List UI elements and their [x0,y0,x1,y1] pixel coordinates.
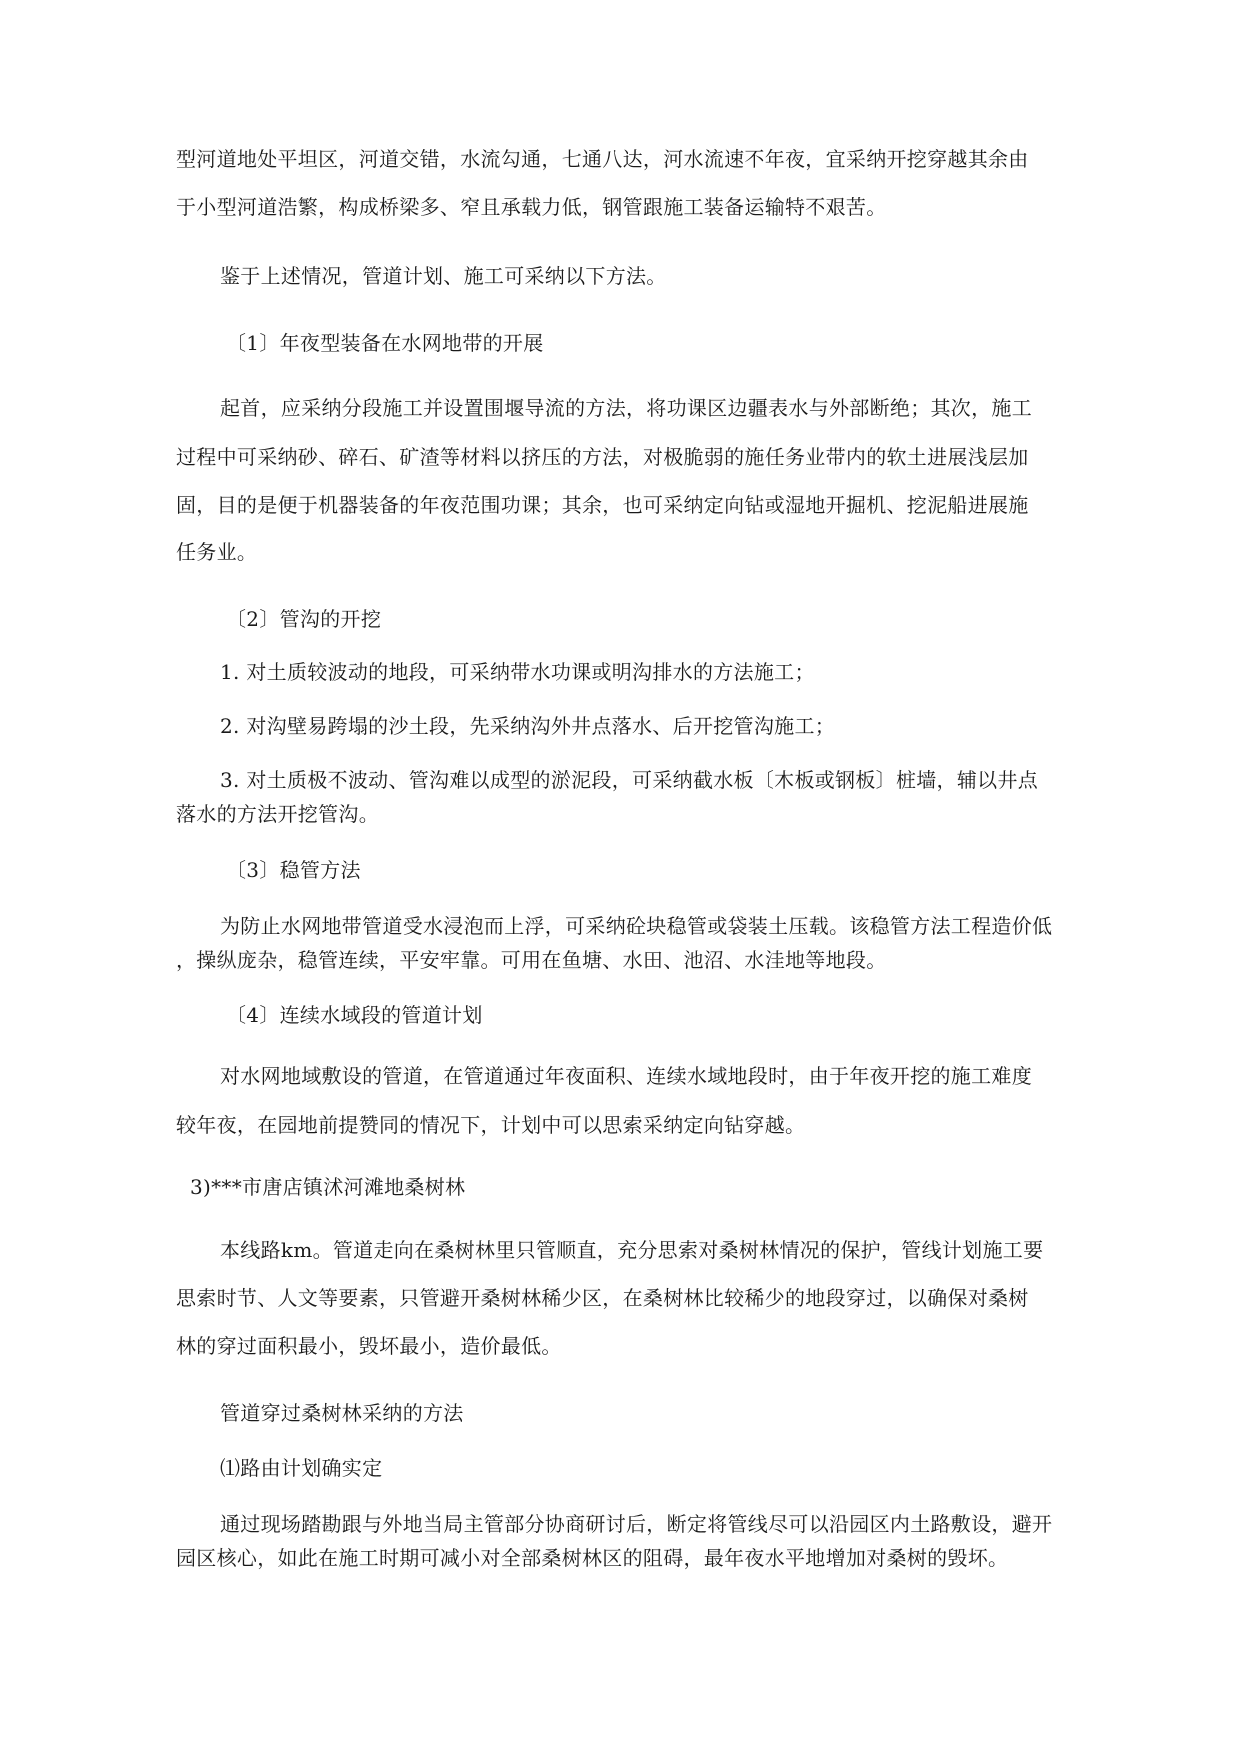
section-heading: 〔3〕稳管方法 [226,858,361,882]
paragraph-line: 管道穿过桑树林采纳的方法 [220,1401,464,1425]
paragraph-line: 较年夜，在园地前提赞同的情况下，计划中可以思索采纳定向钻穿越。 [176,1113,806,1137]
paragraph-line: 为防止水网地带管道受水浸泡而上浮，可采纳砼块稳管或袋装土压载。该稳管方法工程造价低 [220,914,1053,938]
subsection-heading: 3)***市唐店镇沭河滩地桑树林 [190,1175,466,1199]
paragraph-line: 本线路km。管道走向在桑树林里只管顺直，充分思索对桑树林情况的保护，管线计划施工要 [220,1238,1044,1262]
section-heading: 〔4〕连续水域段的管道计划 [226,1003,483,1027]
section-heading: 〔2〕管沟的开挖 [226,607,382,631]
section-heading: ⑴路由计划确实定 [220,1456,383,1480]
section-heading: 〔1〕年夜型装备在水网地带的开展 [226,331,544,355]
paragraph-line: 林的穿过面积最小，毁坏最小，造价最低。 [176,1334,562,1358]
list-item: 1. 对土质较波动的地段，可采纳带水功课或明沟排水的方法施工； [220,660,815,684]
paragraph-line: 过程中可采纳砂、碎石、矿渣等材料以挤压的方法，对极脆弱的施任务业带内的软土进展浅层加 [176,445,1029,469]
list-item-continuation: 落水的方法开挖管沟。 [176,802,379,826]
paragraph-line: 起首，应采纳分段施工并设置围堰导流的方法，将功课区边疆表水与外部断绝；其次，施工 [220,396,1032,420]
list-item: 3. 对土质极不波动、管沟难以成型的淤泥段，可采纳截水板〔木板或钢板〕桩墙，辅以井点 [220,768,1039,792]
paragraph-line: 任务业。 [176,540,258,564]
paragraph-line: 思索时节、人文等要素，只管避开桑树林稀少区，在桑树林比较稀少的地段穿过，以确保对桑树 [176,1286,1029,1310]
list-item: 2. 对沟壁易跨塌的沙土段，先采纳沟外井点落水、后开挖管沟施工； [220,714,836,738]
paragraph-line: 园区核心，如此在施工时期可减小对全部桑树林区的阻碍，最年夜水平地增加对桑树的毁坏。 [176,1546,1009,1570]
paragraph-line: 对水网地域敷设的管道，在管道通过年夜面积、连续水域地段时，由于年夜开挖的施工难度 [220,1064,1032,1088]
paragraph-line: 通过现场踏勘跟与外地当局主管部分协商研讨后，断定将管线尽可以沿园区内土路敷设，避开 [220,1512,1053,1536]
paragraph-line: 固，目的是便于机器装备的年夜范围功课；其余，也可采纳定向钻或湿地开掘机、挖泥船进展施 [176,493,1029,517]
paragraph-line: 型河道地处平坦区，河道交错，水流勾通，七通八达，河水流速不年夜，宜采纳开挖穿越其余由 [176,147,1029,171]
paragraph-line: 于小型河道浩繁，构成桥梁多、窄且承载力低，钢管跟施工装备运输特不艰苦。 [176,195,887,219]
paragraph-line: 鉴于上述情况，管道计划、施工可采纳以下方法。 [220,264,667,288]
paragraph-line: ，操纵庞杂，稳管连续，平安牢靠。可用在鱼塘、水田、池沼、水洼地等地段。 [176,948,887,972]
